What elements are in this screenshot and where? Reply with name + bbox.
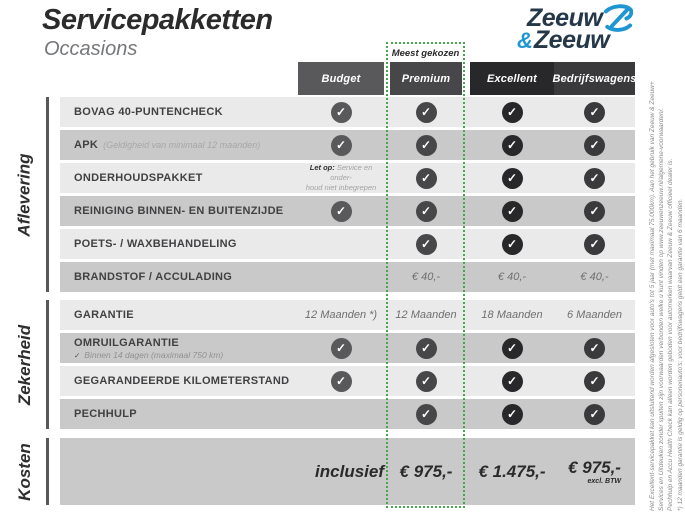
- check-icon: [584, 102, 605, 123]
- small-check-icon: ✓: [74, 350, 81, 360]
- table-cell: [554, 163, 635, 193]
- check-glyph: ✓: [506, 407, 518, 421]
- logo-word-zeeuw: Zeeuw: [527, 4, 603, 32]
- price-value: € 975,-: [399, 461, 453, 481]
- check-icon: [331, 371, 352, 392]
- check-glyph: ✓: [589, 341, 600, 355]
- section-aflevering: [60, 97, 635, 295]
- table-cell: [470, 163, 554, 193]
- table-cell: [298, 163, 384, 193]
- table-cell: [390, 196, 462, 226]
- row-subline: ✓ Binnen 14 dagen (maximaal 750 km): [74, 349, 224, 360]
- row-title: OMRUILGARANTIE: [74, 336, 180, 349]
- column-header-excellent: Excellent: [470, 62, 554, 95]
- table-cell: [554, 196, 635, 226]
- price-wrap: [568, 458, 621, 485]
- check-icon: [502, 201, 523, 222]
- check-icon: [502, 135, 523, 156]
- cell-value: € 40,-: [580, 271, 609, 283]
- row-title: BRANDSTOF / ACCULADING: [74, 271, 233, 283]
- check-icon: [502, 168, 523, 189]
- table-cell: [390, 300, 462, 330]
- table-row: [60, 333, 635, 363]
- check-glyph: ✓: [506, 374, 518, 388]
- table-cell: [390, 262, 462, 292]
- disclaimer-line: Het Excellent-servicepakket kan uitsluitend worden afgesloten voor auto's tot 5 jaar (met maximaal 75.000km). Aan het gebruik van Zeeuw & Zeeuw+: [649, 81, 656, 511]
- table-cell: [390, 366, 462, 396]
- row-title: ONDERHOUDSPAKKET: [74, 172, 203, 184]
- check-glyph: ✓: [506, 105, 518, 119]
- cell-value: 18 Maanden: [481, 309, 543, 321]
- table-row: [60, 399, 635, 429]
- column-header-bedrijfswagens: Bedrijfswagens: [554, 62, 635, 95]
- check-glyph: ✓: [589, 138, 600, 152]
- table-cell: [470, 262, 554, 292]
- section-bar: [46, 97, 49, 292]
- row-title: PECHHULP: [74, 408, 137, 420]
- table-row: [60, 229, 635, 259]
- price-value: € 1.475,-: [478, 461, 546, 481]
- logo-word-zeeuw2: Zeeuw: [533, 26, 610, 54]
- row-sublabel: (Geldigheid van minimaal 12 maanden): [103, 140, 261, 150]
- section-zekerheid: [60, 300, 635, 432]
- price-note: excl. BTW: [587, 478, 621, 485]
- check-icon: [416, 338, 437, 359]
- kosten-price-cell: [470, 438, 554, 505]
- check-icon: [584, 234, 605, 255]
- table-row: [60, 163, 635, 193]
- check-glyph: ✓: [589, 171, 600, 185]
- section-bar: [46, 438, 49, 505]
- disclaimer-line: Services en Uitdeuken zonder spuiten zijn voorwaarden verbonden welke u kunt vinden op www.zeeuwenzeeuw.nl/algemene-voorwaarden/.: [658, 107, 666, 511]
- table-cell: [470, 333, 554, 363]
- table-cell: [470, 399, 554, 429]
- section-label-zekerheid: Zekerheid: [15, 324, 34, 405]
- table-cell: [470, 130, 554, 160]
- row-label: [60, 196, 300, 226]
- check-icon: [331, 102, 352, 123]
- check-glyph: ✓: [420, 341, 432, 355]
- row-title: POETS- / WAXBEHANDELING: [74, 238, 237, 250]
- row-label: [60, 333, 300, 363]
- check-icon: [502, 404, 523, 425]
- check-glyph: ✓: [420, 374, 432, 388]
- zeeuw-zeeuw-logo: [517, 6, 637, 56]
- check-glyph: ✓: [589, 374, 600, 388]
- table-row: [60, 300, 635, 330]
- check-glyph: ✓: [589, 204, 600, 218]
- check-icon: [416, 102, 437, 123]
- check-icon: [416, 168, 437, 189]
- check-icon: [416, 234, 437, 255]
- table-cell: [554, 366, 635, 396]
- table-cell: [390, 163, 462, 193]
- cell-value: 6 Maanden: [566, 309, 623, 321]
- page-title: Servicepakketten: [42, 4, 273, 36]
- column-headers: [60, 62, 635, 95]
- page-subtitle: Occasions: [44, 38, 138, 60]
- table-cell: [554, 130, 635, 160]
- check-icon: [584, 168, 605, 189]
- table-cell: [554, 399, 635, 429]
- row-label: [60, 163, 300, 193]
- table-cell: [298, 262, 384, 292]
- table-row: [60, 196, 635, 226]
- disclaimer-line: Pechhulp en Accu Health Check kan alleen worden geboden voor automerken waarvan Zeeuw & Zeeuw officieel dealer is.: [667, 158, 675, 511]
- table-cell: [390, 229, 462, 259]
- table-cell: [554, 262, 635, 292]
- check-icon: [416, 201, 437, 222]
- price-wrap: [400, 462, 453, 482]
- price-value: € 975,-: [568, 458, 621, 477]
- row-label: [60, 300, 300, 330]
- table-cell: [390, 333, 462, 363]
- check-glyph: ✓: [335, 204, 347, 218]
- table-cell: [554, 229, 635, 259]
- table-cell: [390, 130, 462, 160]
- table-cell: [298, 97, 384, 127]
- row-title: REINIGING BINNEN- EN BUITENZIJDE: [74, 205, 284, 217]
- logo-line2: [517, 28, 609, 53]
- check-icon: [331, 201, 352, 222]
- table-cell: [554, 333, 635, 363]
- check-icon: [331, 338, 352, 359]
- check-icon: [584, 338, 605, 359]
- table-cell: [298, 196, 384, 226]
- table-cell: [298, 399, 384, 429]
- table-row: [60, 262, 635, 292]
- check-icon: [584, 371, 605, 392]
- check-icon: [584, 201, 605, 222]
- row-title: GARANTIE: [74, 309, 134, 321]
- check-icon: [416, 135, 437, 156]
- check-glyph: ✓: [506, 341, 518, 355]
- check-glyph: ✓: [589, 407, 600, 421]
- row-label: [60, 130, 300, 160]
- logo-ampersand: &: [517, 28, 533, 53]
- check-icon: [416, 404, 437, 425]
- check-glyph: ✓: [506, 204, 518, 218]
- kosten-inclusief-label: inclusief: [315, 461, 384, 481]
- check-glyph: ✓: [335, 138, 347, 152]
- check-icon: [502, 234, 523, 255]
- table-cell: [298, 130, 384, 160]
- check-icon: [416, 371, 437, 392]
- table-cell: [298, 229, 384, 259]
- most-chosen-badge: Meest gekozen: [391, 47, 460, 59]
- check-glyph: ✓: [506, 171, 518, 185]
- check-icon: [502, 371, 523, 392]
- disclaimer-footnote: [648, 61, 685, 511]
- table-row: [60, 366, 635, 396]
- check-icon: [584, 135, 605, 156]
- disclaimer-line: *) 12 maanden garantie is geldig op personenauto's; voor bedrijfswagens geldt een garantie van 6 maanden.: [676, 198, 684, 511]
- table-cell: [390, 97, 462, 127]
- table-cell: [390, 399, 462, 429]
- table-cell: [470, 229, 554, 259]
- table-cell: [298, 300, 384, 330]
- section-label-aflevering: Aflevering: [15, 152, 35, 237]
- row-title: BOVAG 40-PUNTENCHECK: [74, 106, 223, 118]
- cell-value: € 40,-: [497, 271, 527, 283]
- cell-value: 12 Maanden *): [304, 309, 378, 321]
- table-cell: [554, 97, 635, 127]
- note-text: Let op: Service en onder- houd niet inbegrepen: [305, 162, 377, 193]
- column-header-budget: Budget: [298, 62, 384, 95]
- row-label: [60, 399, 300, 429]
- check-glyph: ✓: [420, 105, 432, 119]
- row-label: [60, 262, 300, 292]
- check-icon: [502, 102, 523, 123]
- check-glyph: ✓: [420, 138, 432, 152]
- table-row: [60, 130, 635, 160]
- table-cell: [554, 300, 635, 330]
- row-title: APK (Geldigheid van minimaal 12 maanden): [74, 139, 261, 151]
- check-icon: [584, 404, 605, 425]
- table-cell: [470, 196, 554, 226]
- row-title: GEGARANDEERDE KILOMETERSTAND: [74, 375, 290, 387]
- check-glyph: ✓: [506, 138, 518, 152]
- check-glyph: ✓: [420, 237, 432, 251]
- check-glyph: ✓: [420, 204, 432, 218]
- check-glyph: ✓: [335, 341, 347, 355]
- kosten-price-cell: [390, 438, 462, 505]
- row-label: [60, 97, 300, 127]
- check-glyph: ✓: [589, 105, 600, 119]
- check-glyph: ✓: [335, 105, 347, 119]
- row-label: [60, 366, 300, 396]
- check-glyph: ✓: [335, 374, 347, 388]
- table-cell: [470, 97, 554, 127]
- check-icon: [331, 135, 352, 156]
- section-label-kosten: Kosten: [15, 442, 34, 501]
- price-wrap: [478, 462, 545, 482]
- check-glyph: ✓: [589, 237, 600, 251]
- table-cell: [298, 333, 384, 363]
- check-glyph: ✓: [506, 237, 518, 251]
- row-label: [60, 229, 300, 259]
- table-cell: [298, 366, 384, 396]
- table-row: [60, 97, 635, 127]
- check-icon: [502, 338, 523, 359]
- kosten-price-band: [60, 438, 635, 505]
- cell-value: 12 Maanden: [395, 309, 457, 321]
- check-glyph: ✓: [420, 171, 432, 185]
- kosten-price-cell: [554, 438, 635, 505]
- check-glyph: ✓: [420, 407, 432, 421]
- table-cell: [470, 300, 554, 330]
- cell-value: € 40,-: [411, 271, 441, 283]
- section-bar: [46, 300, 49, 429]
- table-cell: [470, 366, 554, 396]
- column-header-premium: Premium: [390, 62, 462, 95]
